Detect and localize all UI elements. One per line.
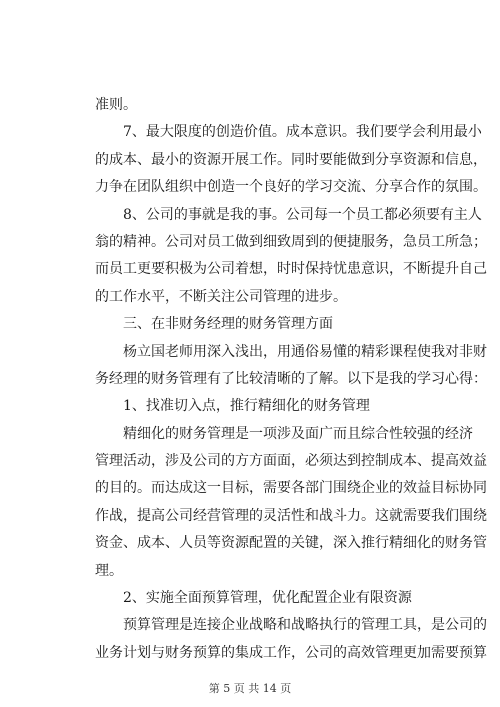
text-line: 翁的精神。公司对员工做到细致周到的便捷服务，急员工所急； bbox=[95, 233, 487, 250]
text-line: 而员工更要积极为公司着想，时时保持忧患意识，不断提升自己 bbox=[95, 261, 487, 278]
text-line: 2、实施全面预算管理，优化配置企业有限资源 bbox=[123, 590, 412, 607]
text-line: 的工作水平，不断关注公司管理的进步。 bbox=[95, 288, 347, 305]
text-line: 7、最大限度的创造价值。成本意识。我们要学会利用最小 bbox=[123, 124, 482, 141]
text-line: 三、在非财务经理的财务管理方面 bbox=[123, 316, 333, 333]
text-line: 管理活动，涉及公司的方方面面，必须达到控制成本、提高效益 bbox=[95, 453, 487, 470]
text-line: 作战，提高公司经营管理的灵活性和战斗力。这就需要我们围绕 bbox=[95, 507, 487, 524]
page-footer: 第 5 页 共 14 页 bbox=[208, 682, 292, 695]
text-line: 的目的。而达成这一目标，需要各部门围绕企业的效益目标协同 bbox=[95, 480, 487, 497]
text-line: 8、公司的事就是我的事。公司每一个员工都必须要有主人 bbox=[123, 206, 482, 223]
text-line: 力争在团队组织中创造一个良好的学习交流、分享合作的氛围。 bbox=[95, 179, 487, 196]
text-line: 的成本、最小的资源开展工作。同时要能做到分享资源和信息， bbox=[95, 151, 487, 168]
text-line: 业务计划与财务预算的集成工作，公司的高效管理更加需要预算 bbox=[95, 644, 487, 661]
document-body bbox=[95, 92, 487, 667]
text-line: 准则。 bbox=[95, 97, 137, 113]
text-line: 务经理的财务管理有了比较清晰的了解。以下是我的学习心得： bbox=[95, 370, 487, 387]
text-line: 杨立国老师用深入浅出，用通俗易懂的精彩课程使我对非财 bbox=[123, 343, 487, 360]
text-line: 1、找准切入点，推行精细化的财务管理 bbox=[123, 398, 370, 415]
text-line: 预算管理是连接企业战略和战略执行的管理工具，是公司的 bbox=[123, 617, 487, 634]
text-line: 资金、成本、人员等资源配置的关键，深入推行精细化的财务管 bbox=[95, 535, 487, 552]
text-line: 精细化的财务管理是一项涉及面广而且综合性较强的经济 bbox=[123, 425, 473, 442]
text-line: 理。 bbox=[95, 562, 123, 579]
